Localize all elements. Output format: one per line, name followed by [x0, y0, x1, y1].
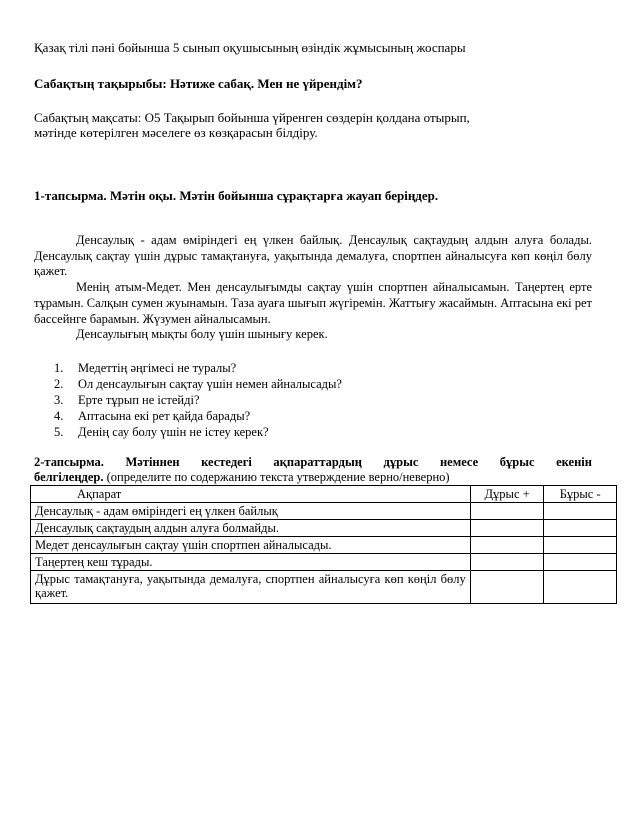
header-true: Дұрыс + — [470, 486, 544, 503]
task2-word: ақпараттардың — [273, 455, 362, 469]
task2-word: немесе — [439, 455, 479, 469]
false-answer-cell[interactable] — [544, 554, 617, 571]
question-number: 3. — [54, 393, 64, 407]
task2-word: 2-тапсырма. — [34, 455, 104, 469]
header-info: Ақпарат — [31, 486, 471, 503]
lesson-topic: Сабақтың тақырыбы: Нәтиже сабақ. Мен не үйрендім? — [34, 76, 363, 91]
table-row — [31, 503, 617, 520]
question-text: Ол денсаулығын сақтау үшін немен айналысады? — [78, 377, 342, 391]
question-number: 1. — [54, 361, 64, 375]
statement-cell: Таңертең кеш тұрады. — [31, 554, 471, 571]
statement-cell: Дұрыс тамақтануға, уақытында демалуға, спортпен айналысуға көп көңіл бөлу қажет. — [31, 571, 471, 604]
true-answer-cell[interactable] — [470, 554, 544, 571]
task1-title: 1-тапсырма. Мәтін оқы. Мәтін бойынша сұрақтарға жауап беріңдер. — [34, 188, 439, 203]
question-item — [54, 376, 342, 392]
question-item — [54, 424, 342, 440]
reading-text — [34, 233, 592, 343]
false-answer-cell[interactable] — [544, 520, 617, 537]
true-answer-cell[interactable] — [470, 537, 544, 554]
task2-instruction — [34, 455, 592, 485]
statement-cell: Медет денсаулығын сақтау үшін спортпен айналысады. — [31, 537, 471, 554]
lesson-goal-line: мәтінде көтерілген мәселеге өз көзқарасын білдіру. — [34, 125, 318, 140]
statement-cell: Денсаулық - адам өміріндегі ең үлкен байлық — [31, 503, 471, 520]
true-answer-cell[interactable] — [470, 571, 544, 604]
task2-title-line — [34, 455, 592, 470]
table-row — [31, 537, 617, 554]
question-item — [54, 408, 342, 424]
document-header: Қазақ тілі пәні бойынша 5 сынып оқушысының өзіндік жұмысының жоспары — [34, 40, 466, 55]
table-row — [31, 520, 617, 537]
task2-note: (определите по содержанию текста утверждение верно/неверно) — [103, 470, 450, 484]
question-item — [54, 392, 342, 408]
question-item — [54, 360, 342, 376]
true-false-table — [30, 485, 617, 604]
task2-title-end: белгілеңдер. — [34, 470, 104, 484]
table-row — [31, 554, 617, 571]
true-answer-cell[interactable] — [470, 503, 544, 520]
statement-cell: Денсаулық сақтаудың алдын алуға болмайды. — [31, 520, 471, 537]
task2-word: дұрыс — [383, 455, 419, 469]
text-paragraph: Менің атым-Медет. Мен денсаулығымды сақтау үшін спортпен айналысамын. Таңертең ерте тұрамын. Салқын сумен жуынамын. Таза ауаға шығып жүгіремін. Жаттығу жасаймын. Аптасына екі рет бассейнге барамын. Жүзумен айналысамын. — [34, 280, 592, 326]
true-answer-cell[interactable] — [470, 520, 544, 537]
false-answer-cell[interactable] — [544, 537, 617, 554]
question-text: Ерте тұрып не істейді? — [78, 393, 200, 407]
header-false: Бұрыс - — [544, 486, 617, 503]
task2-word: бұрыс — [499, 455, 535, 469]
table-row — [31, 571, 617, 604]
question-number: 4. — [54, 409, 64, 423]
task2-title-line — [34, 470, 592, 485]
task2-word: Мәтіннен — [125, 455, 180, 469]
text-paragraph: Денсаулық - адам өміріндегі ең үлкен байлық. Денсаулық сақтаудың алдын алуға болады. Денсаулық сақтау үшін дұрыс тамақтануға, уақытында демалуға, спортпен айналысуға көп көңіл бөлу қажет. — [34, 233, 592, 279]
question-number: 2. — [54, 377, 64, 391]
table-header-row — [31, 486, 617, 503]
question-text: Аптасына екі рет қайда барады? — [78, 409, 251, 423]
task2-word: екенін — [556, 455, 592, 469]
false-answer-cell[interactable] — [544, 503, 617, 520]
task2-word: кестедегі — [201, 455, 252, 469]
lesson-goal — [34, 110, 574, 140]
false-answer-cell[interactable] — [544, 571, 617, 604]
question-text: Медеттің әңгімесі не туралы? — [78, 361, 237, 375]
question-list — [54, 360, 342, 440]
question-number: 5. — [54, 425, 64, 439]
question-text: Денің сау болу үшін не істеу керек? — [78, 425, 269, 439]
lesson-goal-line: Сабақтың мақсаты: О5 Тақырып бойынша үйренген сөздерін қолдана отырып, — [34, 110, 470, 125]
text-paragraph: Денсаулығың мықты болу үшін шынығу керек. — [76, 327, 328, 342]
